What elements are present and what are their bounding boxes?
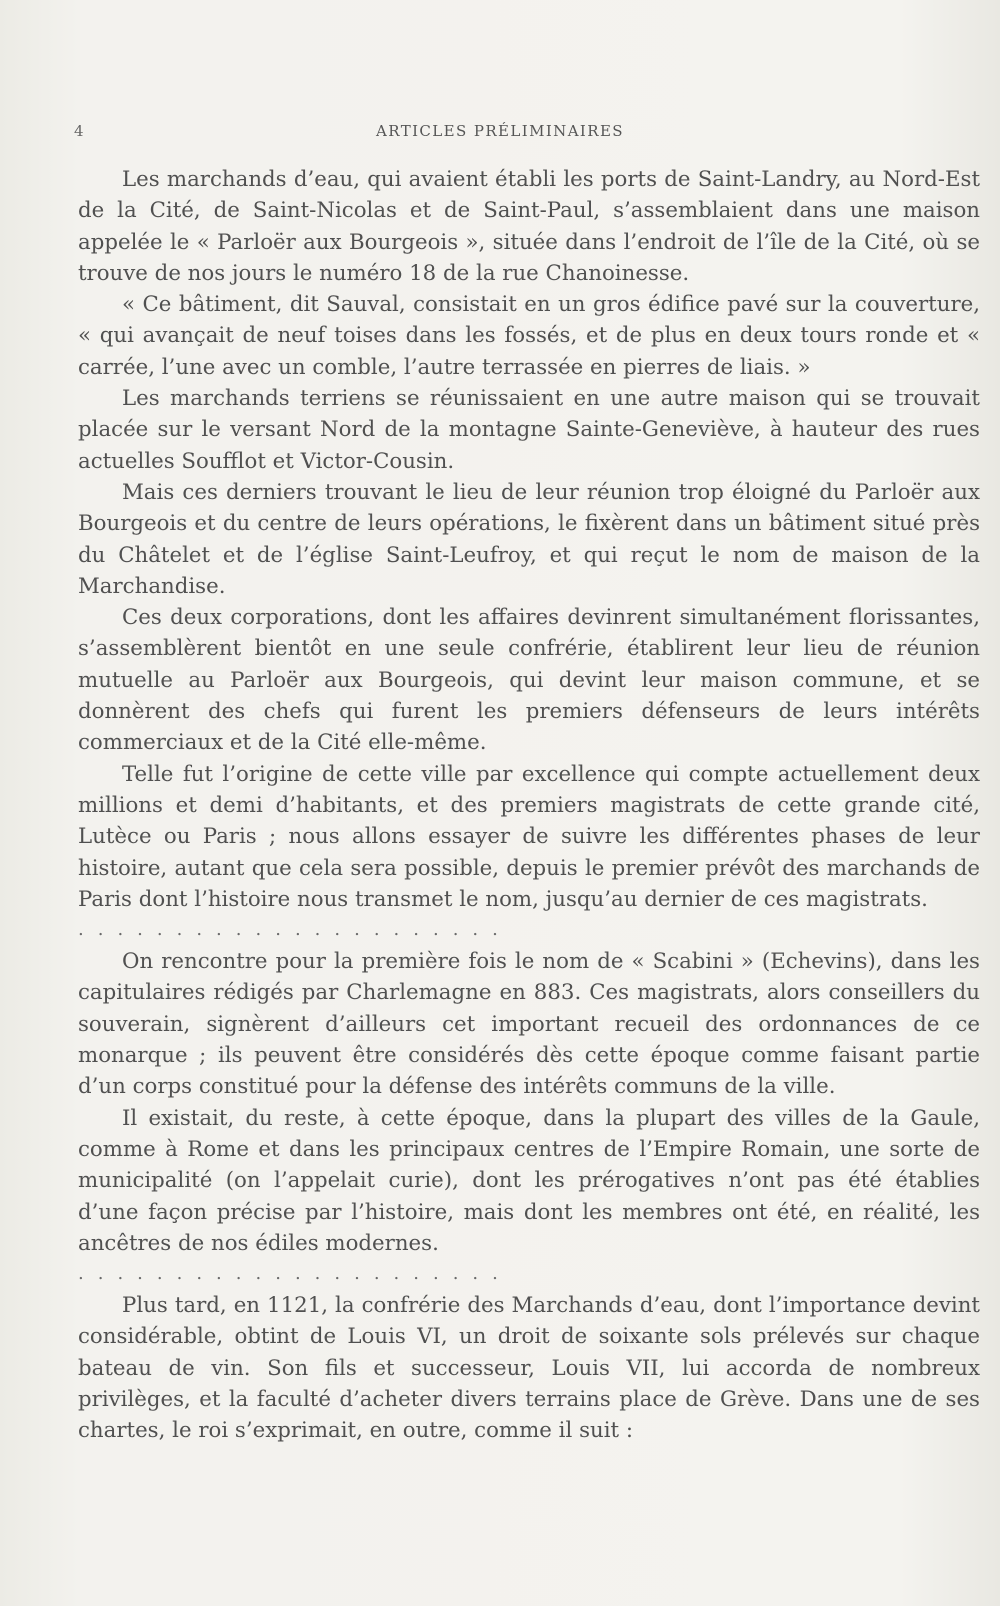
paragraph-marchands-terriens: Les marchands terriens se réunissaient en une autre maison qui se trouvait placée sur le versant Nord de la montagne Sainte-Geneviève, à hauteur des rues actuelles Soufflot et Victor-Cousin. (78, 386, 980, 474)
paragraph-scabini: On rencontre pour la première fois le nom de « Scabini » (Echevins), dans les capitulaires rédigés par Charlemagne en 883. Ces magistrats, alors conseillers du souverain, signèrent d’ailleurs cet important recueil des ordonnances de ce monarque ; ils peuvent être considérés dès cette époque comme faisant partie d’un corps constitué pour la défense des intérêts communs de la ville. (78, 949, 980, 1100)
paragraph-louis-vi: Plus tard, en 1121, la confrérie des Marchands d’eau, dont l’importance devint considérable, obtint de Louis VI, un droit de soixante sols prélevés sur chaque bateau de vin. Son fils et successeur, Louis VII, lui accorda de nombreux privilèges, et la faculté d’acheter divers terrains place de Grève. Dans une de ses chartes, le roi s’exprimait, en outre, comme il suit : (78, 1293, 980, 1444)
paragraph-marchands-eau: Les marchands d’eau, qui avaient établi les ports de Saint-Landry, au Nord-Est de la Cité, de Saint-Nicolas et de Saint-Paul, s’assemblaient dans une maison appelée le « Parloër aux Bourgeois », située dans l’endroit de l’île de la Cité, où se trouve de nos jours le numéro 18 de la rue Chanoinesse. (78, 167, 980, 286)
body-text (78, 164, 980, 1447)
running-head: ARTICLES PRÉLIMINAIRES (376, 122, 624, 140)
page-number: 4 (74, 122, 84, 140)
paragraph-origine-ville: Telle fut l’origine de cette ville par excellence qui compte actuellement deux millions et demi d’habitants, et des premiers magistrats de cette grande cité, Lutèce ou Paris ; nous allons essayer de suivre les différentes phases de leur histoire, autant que cela sera possible, depuis le premier prévôt des marchands de Paris dont l’histoire nous transmet le nom, jusqu’au dernier de ces magistrats. (78, 761, 980, 912)
paragraph-sauval-quote: « Ce bâtiment, dit Sauval, consistait en un gros édifice pavé sur la couverture, « qui avançait de neuf toises dans les fossés, et de plus en deux tours ronde et « carrée, l’une avec un comble, l’autre terrassée en pierres de liais. » (78, 292, 980, 380)
page-header (0, 122, 1000, 144)
paragraph-maison-marchandise: Mais ces derniers trouvant le lieu de leur réunion trop éloigné du Parloër aux Bourgeois et du centre de leurs opérations, le fixèrent dans un bâtiment situé près du Châtelet et de l’église Saint-Leufroy, et qui reçut le nom de maison de la Marchandise. (78, 479, 980, 599)
paragraph-curie: Il existait, du reste, à cette époque, dans la plupart des villes de la Gaule, comme à Rome et dans les principaux centres de l’Empire Romain, une sorte de municipalité (on l’appelait curie), dont les prérogatives n’ont pas été établies d’une façon précise par l’histoire, mais dont les membres ont été, en réalité, les ancêtres de nos édiles modernes. (78, 1105, 980, 1256)
dotted-separator: ...................... (78, 920, 512, 941)
paragraph-deux-corporations: Ces deux corporations, dont les affaires devinrent simultanément florissantes, s’assemblèrent bientôt en une seule confrérie, établirent leur lieu de réunion mutuelle au Parloër aux Bourgeois, qui devint leur maison commune, et se donnèrent des chefs qui furent les premiers défenseurs de leurs intérêts commerciaux et de la Cité elle-même. (78, 605, 980, 756)
dotted-separator: ...................... (78, 1264, 512, 1285)
